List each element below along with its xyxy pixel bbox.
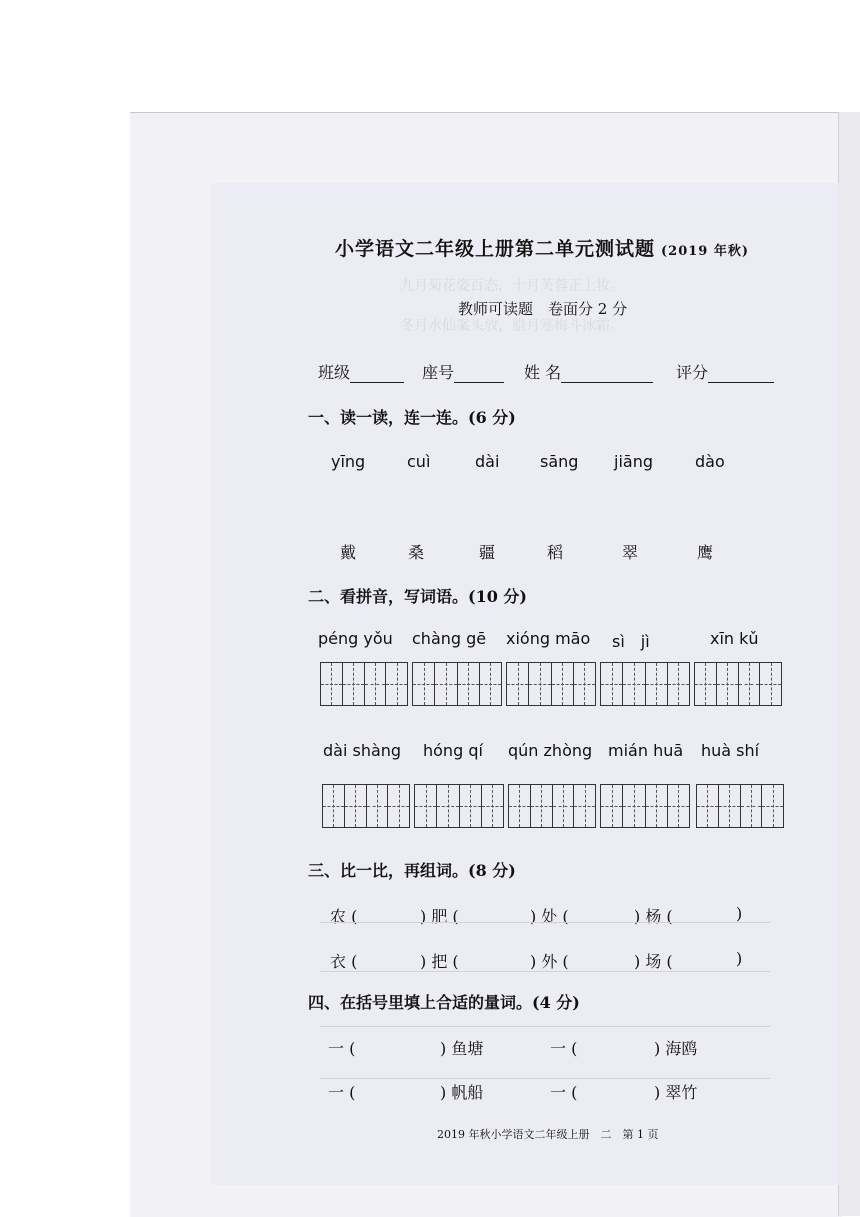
- writing-grid[interactable]: [412, 662, 502, 706]
- writing-grid[interactable]: [696, 784, 784, 828]
- score-field[interactable]: [676, 360, 774, 383]
- name-label: 姓 名: [524, 363, 562, 382]
- answer-rule: [320, 1026, 770, 1027]
- pinyin-word: péng yǒu: [318, 629, 393, 648]
- pinyin-item[interactable]: dài: [475, 452, 500, 471]
- pinyin-item[interactable]: jiāng: [614, 452, 653, 471]
- section4-heading: 四、在括号里填上合适的量词。(4 分): [308, 993, 580, 1012]
- measure-item[interactable]: ) 帆船: [440, 1083, 484, 1102]
- section1-heading: 一、读一读，连一连。(6 分): [308, 408, 516, 427]
- section2-heading: 二、看拼音，写词语。(10 分): [308, 587, 527, 606]
- compare-item[interactable]: ): [736, 904, 743, 923]
- pinyin-word: mián huā: [608, 741, 684, 760]
- class-blank[interactable]: [350, 364, 404, 383]
- pinyin-word: huà shí: [701, 741, 760, 760]
- seat-field[interactable]: [422, 360, 504, 383]
- pinyin-word: chàng gē: [412, 629, 487, 648]
- writing-grid[interactable]: [322, 784, 410, 828]
- measure-item[interactable]: 一 (: [550, 1039, 578, 1058]
- score-label: 评分: [676, 363, 709, 382]
- compare-item[interactable]: ) 场 (: [634, 952, 673, 971]
- answer-rule: [320, 971, 770, 972]
- paper-edge: [838, 112, 860, 1216]
- writing-grid[interactable]: [320, 662, 408, 706]
- section3-heading: 三、比一比，再组词。(8 分): [308, 861, 516, 880]
- hanzi-item[interactable]: 戴: [340, 543, 357, 562]
- pinyin-word: xīn kǔ: [710, 629, 759, 648]
- writing-grid[interactable]: [600, 784, 690, 828]
- answer-rule: [320, 922, 770, 923]
- compare-item[interactable]: ) 把 (: [420, 952, 459, 971]
- answer-rule: [320, 1078, 770, 1079]
- measure-item[interactable]: 一 (: [550, 1083, 578, 1102]
- pinyin-word: qún zhòng: [508, 741, 593, 760]
- measure-item[interactable]: ) 翠竹: [654, 1083, 698, 1102]
- pinyin-word: dài shàng: [323, 741, 402, 760]
- measure-item[interactable]: 一 (: [328, 1083, 356, 1102]
- name-field[interactable]: [524, 360, 653, 383]
- compare-item[interactable]: 衣 (: [330, 952, 358, 971]
- measure-item[interactable]: 一 (: [328, 1039, 356, 1058]
- hanzi-item[interactable]: 鹰: [697, 543, 714, 562]
- seat-label: 座号: [422, 363, 455, 382]
- score-blank[interactable]: [708, 364, 774, 383]
- compare-item[interactable]: ) 外 (: [530, 952, 569, 971]
- hanzi-item[interactable]: 桑: [408, 543, 425, 562]
- title-year: (2019 年秋): [661, 244, 750, 259]
- pinyin-word: xióng māo: [506, 629, 591, 648]
- page-title: [335, 234, 749, 261]
- measure-item[interactable]: ) 海鸥: [654, 1039, 698, 1058]
- compare-item[interactable]: ): [736, 949, 743, 968]
- measure-item[interactable]: ) 鱼塘: [440, 1039, 484, 1058]
- writing-grid[interactable]: [694, 662, 782, 706]
- pinyin-word: sì jì: [612, 632, 650, 651]
- writing-grid[interactable]: [414, 784, 504, 828]
- page-footer: 2019 年秋小学语文二年级上册 二 第 1 页: [437, 1128, 659, 1141]
- page-subtitle: 教师可读题 卷面分 2 分: [458, 300, 628, 318]
- class-field[interactable]: [318, 360, 404, 383]
- compare-item[interactable]: ) 杨 (: [634, 907, 673, 926]
- writing-grid[interactable]: [508, 784, 596, 828]
- pinyin-item[interactable]: dào: [695, 452, 725, 471]
- pinyin-item[interactable]: sāng: [540, 452, 579, 471]
- pinyin-word: hóng qí: [423, 741, 483, 760]
- class-label: 班级: [318, 363, 351, 382]
- writing-grid[interactable]: [600, 662, 690, 706]
- pinyin-item[interactable]: cuì: [407, 452, 431, 471]
- pinyin-item[interactable]: yīng: [331, 452, 366, 471]
- hanzi-item[interactable]: 稻: [547, 543, 564, 562]
- seat-blank[interactable]: [454, 364, 504, 383]
- hanzi-item[interactable]: 翠: [622, 543, 639, 562]
- title-text: 小学语文二年级上册第二单元测试题: [335, 238, 656, 260]
- compare-item[interactable]: 农 (: [330, 907, 358, 926]
- bleed-through-text: 冬月水仙案头放，腊月寒梅斗冰霜。: [400, 318, 624, 334]
- writing-grid[interactable]: [506, 662, 596, 706]
- compare-item[interactable]: ) 处 (: [530, 907, 569, 926]
- hanzi-item[interactable]: 疆: [479, 543, 496, 562]
- compare-item[interactable]: ) 肥 (: [420, 907, 459, 926]
- name-blank[interactable]: [561, 364, 653, 383]
- bleed-through-text: 九月菊花姿百态，十月芙蓉正上妆。: [400, 278, 624, 294]
